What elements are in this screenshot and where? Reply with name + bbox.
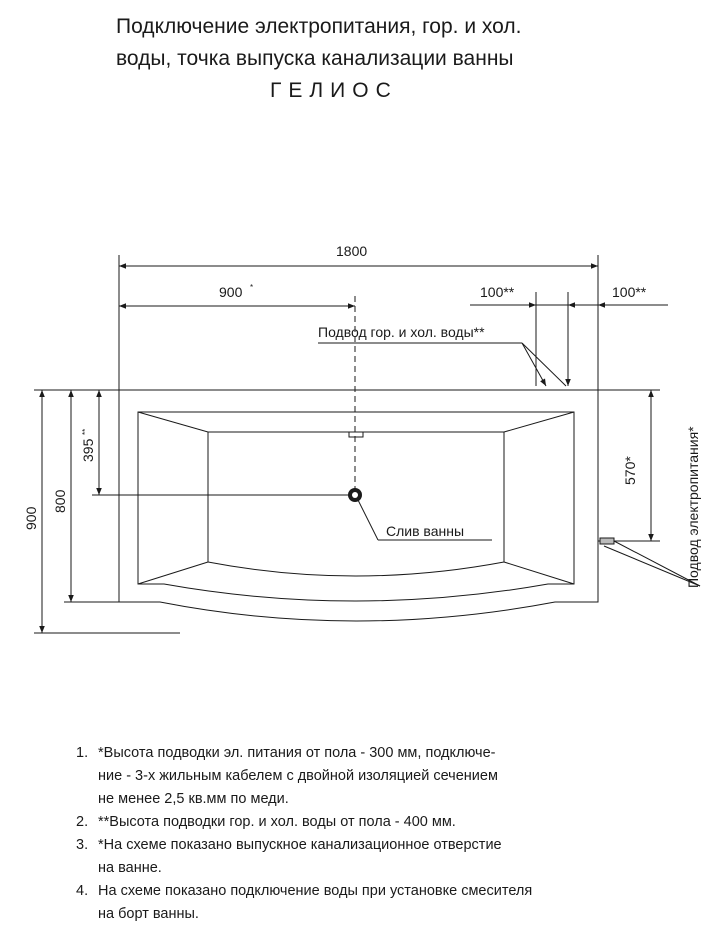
notes-list (76, 742, 532, 926)
dim-395-vertical-label: 395 (80, 438, 96, 462)
note-item (76, 834, 532, 880)
note-item (76, 811, 532, 834)
dim-395-mark: ** (81, 428, 90, 435)
note-line: *На схеме показано выпускное канализационное отверстие (98, 837, 502, 853)
note-line: *Высота подводки эл. питания от пола - 300 мм, подключе- (98, 745, 496, 761)
tub-inner-rim (138, 412, 574, 601)
note-item (76, 742, 532, 811)
note-number: 2. (76, 814, 89, 830)
dim-1800-label: 1800 (336, 243, 368, 259)
product-name: ГЕЛИОС (270, 79, 398, 102)
note-number: 3. (76, 837, 89, 853)
tub-outer-outline (119, 390, 598, 621)
note-number: 4. (76, 883, 89, 899)
note-line: На схеме показано подключение воды при установке смесителя (98, 883, 533, 899)
note-line: ние - 3-х жильным кабелем с двойной изоляцией сечением (98, 768, 498, 784)
note-line: на борт ванны. (98, 906, 199, 922)
dim-800-vertical-label: 800 (52, 489, 68, 513)
dim-900-mark: * (250, 283, 254, 292)
note-line: на ванне. (98, 860, 162, 876)
note-line: **Высота подводки гор. и хол. воды от пола - 400 мм. (98, 814, 456, 830)
dim-900-label: 900 (219, 284, 243, 300)
note-line: не менее 2,5 кв.мм по меди. (98, 791, 289, 807)
note-number: 1. (76, 745, 89, 761)
power-connection-point (600, 538, 614, 544)
dim-100-left-label: 100** (480, 284, 515, 300)
dim-570-vertical-label: 570* (622, 456, 638, 485)
tub-basin (208, 432, 504, 576)
dim-900-vertical-label: 900 (23, 506, 39, 530)
dim-100-right-label: 100** (612, 284, 647, 300)
water-supply-label: Подвод гор. и хол. воды** (318, 324, 485, 340)
drain-label: Слив ванны (386, 523, 465, 539)
power-supply-label: Подвод электропитания* (685, 426, 701, 588)
title-line-2: воды, точка выпуска канализации ванны (116, 47, 514, 70)
note-item (76, 880, 532, 926)
title-line-1: Подключение электропитания, гор. и хол. (116, 15, 522, 38)
overflow-hole (349, 432, 363, 437)
